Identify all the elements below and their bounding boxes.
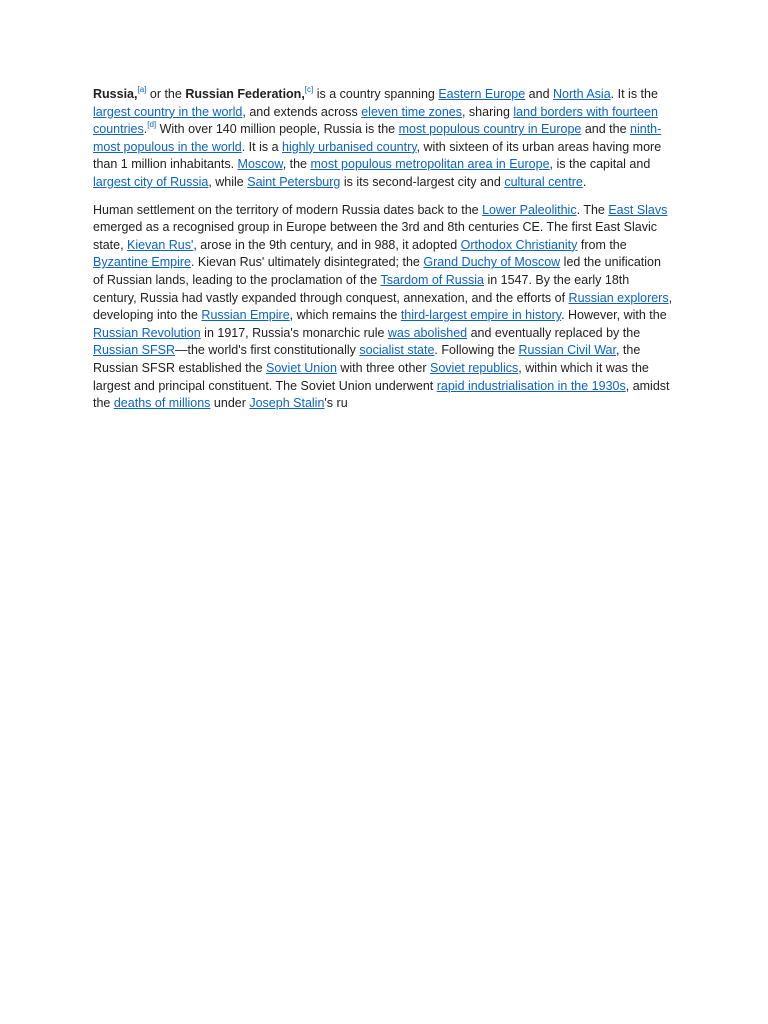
link-was-abolished[interactable]: was abolished (387, 325, 468, 340)
text: , within which it was the largest and principal constituent. The Soviet Union underwent (93, 360, 649, 393)
text: and eventually replaced by the (467, 325, 641, 340)
link-largest-city[interactable]: largest city of Russia (93, 174, 209, 189)
text: . However, with the (561, 308, 667, 323)
text: , (134, 87, 138, 101)
text: is a country spanning (313, 87, 439, 101)
footnote-link-a[interactable]: [a] (137, 86, 147, 94)
history-paragraph (93, 202, 673, 413)
text: . Following the (434, 343, 519, 358)
link-rapid-industrialisation[interactable]: rapid industrialisation in the 1930s (436, 378, 626, 393)
text: , arose in the 9th century, and in 988, it adopted (193, 237, 461, 252)
official-name: Russian Federation (185, 87, 302, 101)
text: in 1547. By the early 18th century, Russia had vastly expanded through conquest, annexation, and the efforts of (93, 272, 630, 305)
text: Human settlement on the territory of modern Russia dates back to the (93, 202, 483, 217)
text: . It is a (241, 139, 282, 154)
link-orthodox-christianity[interactable]: Orthodox Christianity (460, 237, 578, 252)
text: is its second-largest city and (340, 174, 505, 189)
link-russian-explorers[interactable]: Russian explorers (568, 290, 669, 305)
link-deaths-of-millions[interactable]: deaths of millions (113, 396, 211, 411)
text: under (210, 396, 250, 411)
text: , amidst the (93, 378, 670, 411)
link-most-populous-metro[interactable]: most populous metropolitan area in Europe (310, 157, 550, 172)
link-kievan-rus[interactable]: Kievan Rus' (127, 237, 194, 252)
link-land-borders[interactable]: land borders with fourteen countries (93, 104, 658, 137)
link-moscow[interactable]: Moscow (237, 157, 283, 172)
text: with three other (336, 360, 430, 375)
text: . It is the (610, 87, 658, 101)
link-cultural-centre[interactable]: cultural centre (504, 174, 583, 189)
link-time-zones[interactable]: eleven time zones (361, 104, 462, 119)
intro-paragraph (93, 86, 673, 192)
link-russian-revolution[interactable]: Russian Revolution (93, 325, 201, 340)
text: , while (208, 174, 248, 189)
text: , sharing (461, 104, 514, 119)
link-east-slavs[interactable]: East Slavs (608, 202, 668, 217)
text: . The (576, 202, 609, 217)
text: , and extends across (242, 104, 362, 119)
text: from the (577, 237, 627, 252)
text: , with sixteen of its urban areas having more than 1 million inhabitants. (93, 139, 662, 172)
article-body (93, 86, 673, 432)
text: , which remains the (289, 308, 401, 323)
text: , developing into the (93, 290, 673, 323)
text: and the (581, 122, 631, 137)
text: With over 140 million people, Russia is the (156, 122, 399, 137)
link-russian-civil-war[interactable]: Russian Civil War (518, 343, 616, 358)
text: 's ru (324, 396, 348, 411)
text: emerged as a recognised group in Europe between the 3rd and 8th centuries CE. The first East Slavic state, (93, 220, 657, 252)
text: led the unification of Russian lands, leading to the proclamation of the (93, 255, 661, 287)
text: in 1917, Russia's monarchic rule (200, 325, 388, 340)
text: and (525, 87, 553, 101)
article-subject: Russia (93, 87, 134, 101)
text: , the Russian SFSR established the (93, 343, 641, 375)
link-socialist-state[interactable]: socialist state (359, 343, 435, 358)
footnote-ref[interactable] (305, 86, 313, 94)
text: . (143, 122, 148, 137)
link-most-populous-europe[interactable]: most populous country in Europe (398, 122, 582, 137)
footnote-ref[interactable] (147, 120, 156, 129)
footnote-link-d[interactable]: [d] (147, 120, 157, 130)
link-grand-duchy-moscow[interactable]: Grand Duchy of Moscow (423, 255, 561, 270)
text: —the world's first constitutionally (174, 343, 360, 358)
footnote-link-c[interactable]: [c] (304, 86, 314, 94)
link-soviet-union[interactable]: Soviet Union (266, 360, 337, 375)
text: or the (146, 87, 186, 101)
text: , is the capital and (549, 157, 651, 172)
link-saint-petersburg[interactable]: Saint Petersburg (247, 174, 341, 189)
link-largest-country[interactable]: largest country in the world (93, 104, 243, 119)
link-joseph-stalin[interactable]: Joseph Stalin (249, 396, 325, 411)
text: . (582, 174, 587, 189)
link-tsardom-of-russia[interactable]: Tsardom of Russia (380, 272, 484, 287)
link-soviet-republics[interactable]: Soviet republics (430, 360, 519, 375)
text: . Kievan Rus' ultimately disintegrated; the (190, 255, 424, 270)
link-lower-paleolithic[interactable]: Lower Paleolithic (482, 202, 577, 217)
link-byzantine-empire[interactable]: Byzantine Empire (93, 255, 191, 270)
link-eastern-europe[interactable]: Eastern Europe (438, 87, 526, 101)
link-ninth-most-populous[interactable]: ninth-most populous in the world (93, 122, 662, 154)
link-russian-empire[interactable]: Russian Empire (201, 308, 290, 323)
text: , the (282, 157, 311, 172)
link-third-largest-empire[interactable]: third-largest empire in history (400, 308, 562, 323)
link-north-asia[interactable]: North Asia (553, 87, 611, 101)
text: , (301, 87, 305, 101)
link-highly-urbanised[interactable]: highly urbanised country (282, 139, 417, 154)
link-russian-sfsr[interactable]: Russian SFSR (93, 343, 175, 358)
